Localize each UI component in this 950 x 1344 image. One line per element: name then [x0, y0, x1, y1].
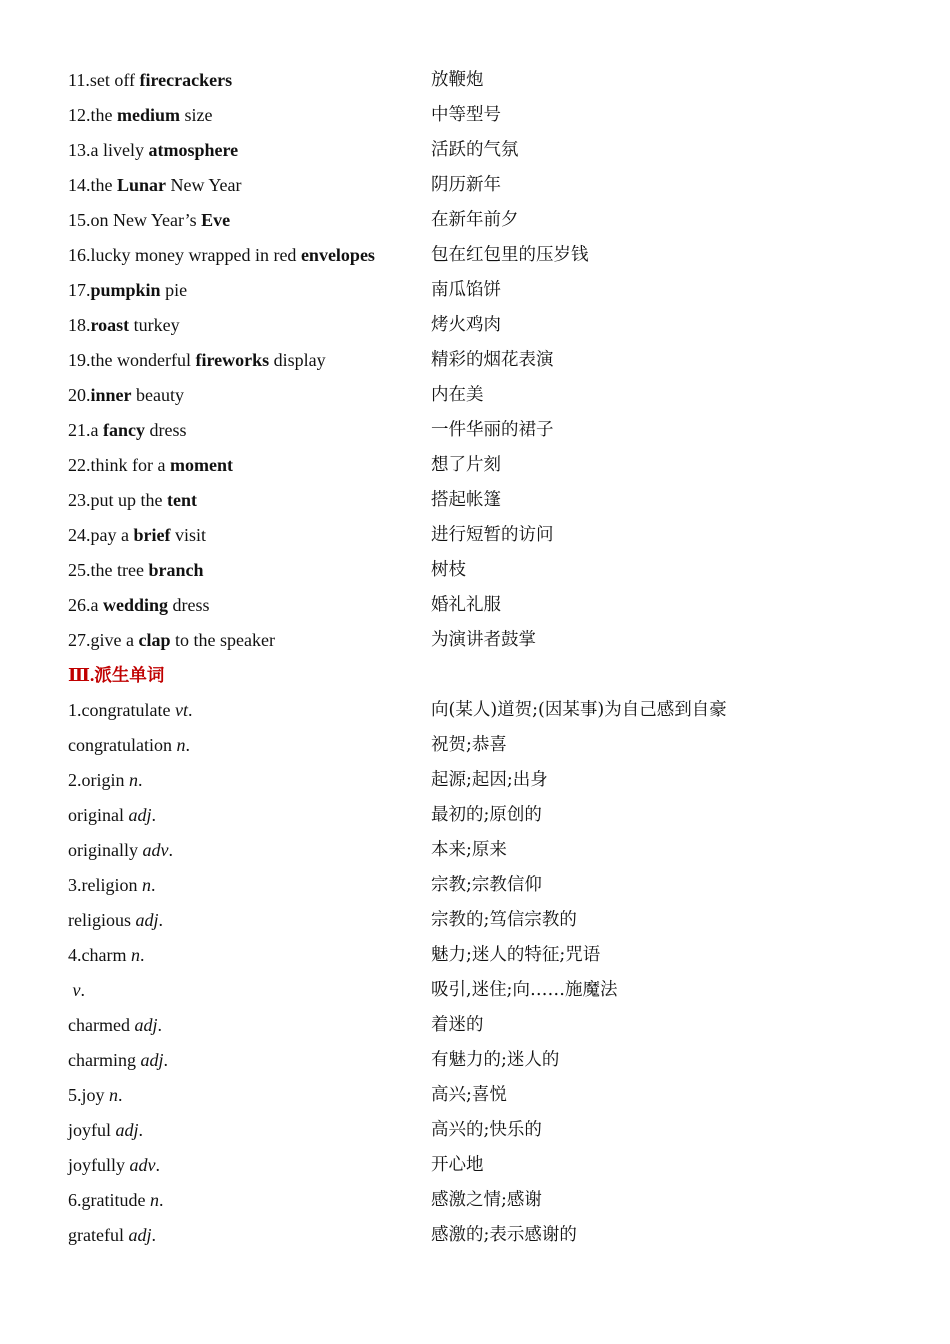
word-text: charming	[68, 1050, 141, 1070]
pos-dot: .	[158, 1190, 164, 1210]
word-chinese: 宗教的;笃信宗教的	[431, 910, 577, 930]
part-of-speech: adj	[128, 805, 152, 825]
phrase-number: 14.	[68, 175, 91, 195]
phrase-number: 24.	[68, 525, 91, 545]
phrase-keyword: tent	[167, 490, 197, 510]
phrase-keyword: pumpkin	[90, 280, 161, 300]
phrase-number: 16.	[68, 245, 91, 265]
phrase-row	[68, 98, 898, 133]
phrase-chinese: 进行短暂的访问	[431, 525, 554, 545]
word-row	[68, 938, 898, 973]
phrase-chinese: 在新年前夕	[431, 210, 519, 230]
word-english	[68, 1113, 431, 1148]
word-chinese: 魅力;迷人的特征;咒语	[431, 945, 601, 965]
phrase-text-after: New Year	[166, 175, 242, 195]
word-english	[68, 903, 431, 938]
phrase-text-before: lucky money wrapped in red	[90, 245, 301, 265]
phrase-text-before: the tree	[90, 560, 149, 580]
word-text: congratulation	[68, 735, 177, 755]
pos-dot: .	[151, 1225, 156, 1245]
word-english	[68, 833, 431, 868]
word-text: religious	[68, 910, 136, 930]
phrase-keyword: branch	[148, 560, 204, 580]
word-chinese: 起源;起因;出身	[431, 770, 548, 790]
phrase-row	[68, 238, 898, 273]
phrase-text-before: a	[90, 595, 103, 615]
phrase-keyword: fireworks	[195, 350, 270, 370]
word-english	[68, 693, 431, 728]
word-english	[68, 973, 431, 1008]
phrase-text-before: a	[90, 420, 103, 440]
phrase-row	[68, 553, 898, 588]
phrase-chinese: 婚礼礼服	[431, 595, 501, 615]
phrase-text-after: pie	[160, 280, 188, 300]
phrase-number: 15.	[68, 210, 91, 230]
phrase-english	[68, 588, 431, 623]
phrase-text-before: the	[90, 105, 117, 125]
word-chinese: 祝贺;恭喜	[431, 735, 507, 755]
vocabulary-page	[68, 63, 898, 1253]
word-text: joyful	[68, 1120, 116, 1140]
phrase-keyword: atmosphere	[148, 140, 239, 160]
phrase-text-before: give a	[90, 630, 139, 650]
word-chinese: 本来;原来	[431, 840, 507, 860]
part-of-speech: adv	[142, 840, 169, 860]
section-title: 派生单词	[94, 666, 165, 686]
word-chinese: 感激之情;感谢	[431, 1190, 542, 1210]
word-chinese: 开心地	[431, 1155, 484, 1175]
word-row	[68, 973, 898, 1008]
pos-dot: .	[139, 945, 145, 965]
pos-dot: .	[138, 1120, 144, 1140]
pos-dot: .	[163, 1050, 168, 1070]
part-of-speech: n	[149, 1190, 159, 1210]
pos-dot: .	[158, 910, 164, 930]
word-english	[68, 1078, 431, 1113]
phrase-text-after: visit	[170, 525, 206, 545]
phrase-row	[68, 588, 898, 623]
word-row	[68, 833, 898, 868]
phrase-number: 26.	[68, 595, 91, 615]
pos-dot: .	[80, 980, 85, 1000]
word-chinese: 最初的;原创的	[431, 805, 542, 825]
phrase-chinese: 包在红包里的压岁钱	[431, 245, 589, 265]
phrase-text-after: turkey	[129, 315, 180, 335]
phrase-english	[68, 63, 431, 98]
word-chinese: 吸引,迷住;向……施魔法	[431, 980, 618, 1000]
phrase-number: 23.	[68, 490, 91, 510]
phrase-keyword: inner	[90, 385, 132, 405]
phrase-chinese: 为演讲者鼓掌	[431, 630, 536, 650]
word-chinese: 向(某人)道贺;(因某事)为自己感到自豪	[431, 700, 727, 720]
phrase-keyword: Eve	[201, 210, 231, 230]
word-english	[68, 763, 431, 798]
pos-dot: .	[155, 1155, 160, 1175]
phrase-row	[68, 133, 898, 168]
word-english	[68, 868, 431, 903]
word-english	[68, 1043, 431, 1078]
word-chinese: 宗教;宗教信仰	[431, 875, 542, 895]
phrase-text-after: size	[180, 105, 213, 125]
word-chinese: 高兴的;快乐的	[431, 1120, 542, 1140]
phrase-text-after: dress	[168, 595, 210, 615]
pos-dot: .	[138, 770, 143, 790]
word-english	[68, 1008, 431, 1043]
phrase-number: 19.	[68, 350, 91, 370]
phrase-number: 27.	[68, 630, 91, 650]
phrase-row	[68, 308, 898, 343]
word-text: original	[68, 805, 129, 825]
phrase-chinese: 烤火鸡肉	[431, 315, 501, 335]
word-row	[68, 868, 898, 903]
pos-dot: .	[151, 805, 157, 825]
phrase-keyword: wedding	[103, 595, 169, 615]
phrase-english	[68, 168, 431, 203]
word-row	[68, 1008, 898, 1043]
phrase-chinese: 内在美	[431, 385, 484, 405]
word-chinese: 着迷的	[431, 1015, 484, 1035]
section-roman: Ⅲ.	[68, 665, 95, 685]
word-row	[68, 693, 898, 728]
word-row	[68, 763, 898, 798]
word-english	[68, 1148, 431, 1183]
pos-dot: .	[168, 840, 173, 860]
phrase-row	[68, 448, 898, 483]
phrase-chinese: 树枝	[431, 560, 466, 580]
word-text: originally	[68, 840, 143, 860]
word-english	[68, 1218, 431, 1253]
phrase-row	[68, 273, 898, 308]
phrase-english	[68, 133, 431, 168]
derived-word-list	[68, 693, 898, 1253]
phrase-number: 18.	[68, 315, 91, 335]
phrase-english	[68, 623, 431, 658]
phrase-keyword: firecrackers	[139, 70, 233, 90]
word-text: 1.congratulate	[68, 700, 175, 720]
phrase-keyword: brief	[133, 525, 171, 545]
phrase-chinese: 放鞭炮	[431, 70, 484, 90]
word-row	[68, 1183, 898, 1218]
pos-dot: .	[187, 700, 193, 720]
word-english	[68, 728, 431, 763]
phrase-keyword: moment	[169, 455, 233, 475]
part-of-speech: n	[109, 1085, 119, 1105]
phrase-english	[68, 553, 431, 588]
phrase-text-before: put up the	[90, 490, 167, 510]
pos-dot: .	[157, 1015, 162, 1035]
word-row	[68, 1113, 898, 1148]
phrase-keyword: medium	[117, 105, 180, 125]
phrase-row	[68, 63, 898, 98]
word-row	[68, 728, 898, 763]
word-row	[68, 903, 898, 938]
pos-dot: .	[118, 1085, 123, 1105]
phrase-number: 25.	[68, 560, 91, 580]
phrase-keyword: Lunar	[117, 175, 167, 195]
part-of-speech: adj	[135, 910, 159, 930]
phrase-text-before: think for a	[90, 455, 170, 475]
part-of-speech: vt	[174, 700, 188, 720]
part-of-speech: adv	[129, 1155, 156, 1175]
part-of-speech: adj	[115, 1120, 139, 1140]
phrase-chinese: 搭起帐篷	[431, 490, 501, 510]
phrase-keyword: fancy	[103, 420, 145, 440]
phrase-english	[68, 238, 431, 273]
section-heading	[68, 658, 898, 693]
part-of-speech: adj	[140, 1050, 164, 1070]
word-text: charmed	[68, 1015, 135, 1035]
word-chinese: 高兴;喜悦	[431, 1085, 507, 1105]
phrase-row	[68, 378, 898, 413]
phrase-english	[68, 98, 431, 133]
phrase-keyword: envelopes	[300, 245, 375, 265]
phrase-row	[68, 518, 898, 553]
phrase-number: 13.	[68, 140, 91, 160]
word-text: 5.joy	[68, 1085, 110, 1105]
part-of-speech: v	[72, 980, 81, 1000]
word-row	[68, 1148, 898, 1183]
phrase-row	[68, 413, 898, 448]
part-of-speech: n	[130, 945, 140, 965]
phrase-number: 20.	[68, 385, 91, 405]
phrase-text-before: pay a	[90, 525, 134, 545]
phrase-english	[68, 343, 431, 378]
part-of-speech: n	[129, 770, 138, 790]
phrase-row	[68, 623, 898, 658]
phrase-text-before: the	[90, 175, 117, 195]
phrase-chinese: 想了片刻	[431, 455, 501, 475]
part-of-speech: adj	[134, 1015, 158, 1035]
phrase-english	[68, 518, 431, 553]
phrase-row	[68, 343, 898, 378]
word-chinese: 感激的;表示感谢的	[431, 1225, 577, 1245]
phrase-text-before: the wonderful	[90, 350, 196, 370]
word-row	[68, 1218, 898, 1253]
word-text: 2.origin	[68, 770, 129, 790]
phrase-english	[68, 448, 431, 483]
phrase-english	[68, 413, 431, 448]
phrase-text-before: on New Year’s	[90, 210, 202, 230]
phrase-chinese: 阴历新年	[431, 175, 501, 195]
phrase-english	[68, 273, 431, 308]
phrase-keyword: clap	[138, 630, 171, 650]
part-of-speech: n	[142, 875, 151, 895]
phrase-number: 21.	[68, 420, 91, 440]
phrase-number: 12.	[68, 105, 91, 125]
phrase-english	[68, 483, 431, 518]
phrase-text-before: set off	[89, 70, 140, 90]
word-text: 6.gratitude	[68, 1190, 150, 1210]
phrase-chinese: 南瓜馅饼	[431, 280, 501, 300]
phrase-english	[68, 378, 431, 413]
phrase-number: 17.	[68, 280, 91, 300]
part-of-speech: n	[176, 735, 186, 755]
phrase-row	[68, 203, 898, 238]
phrase-row	[68, 168, 898, 203]
phrase-chinese: 活跃的气氛	[431, 140, 519, 160]
phrase-chinese: 一件华丽的裙子	[431, 420, 554, 440]
phrase-chinese: 中等型号	[431, 105, 501, 125]
phrase-keyword: roast	[90, 315, 130, 335]
word-row	[68, 1043, 898, 1078]
phrase-text-after: dress	[145, 420, 187, 440]
pos-dot: .	[151, 875, 156, 895]
word-row	[68, 1078, 898, 1113]
phrase-row	[68, 483, 898, 518]
phrase-list	[68, 63, 898, 658]
phrase-chinese: 精彩的烟花表演	[431, 350, 554, 370]
phrase-number: 22.	[68, 455, 91, 475]
phrase-english	[68, 308, 431, 343]
word-english	[68, 798, 431, 833]
word-row	[68, 798, 898, 833]
pos-dot: .	[185, 735, 190, 755]
phrase-text-after: display	[269, 350, 326, 370]
phrase-english	[68, 203, 431, 238]
word-english	[68, 1183, 431, 1218]
word-english	[68, 938, 431, 973]
phrase-text-after: to the speaker	[170, 630, 275, 650]
word-text: grateful	[68, 1225, 129, 1245]
phrase-text-after: beauty	[131, 385, 184, 405]
phrase-number: 11.	[68, 70, 90, 90]
word-text: joyfully	[68, 1155, 130, 1175]
phrase-text-before: a lively	[90, 140, 149, 160]
word-text: 4.charm	[68, 945, 131, 965]
part-of-speech: adj	[128, 1225, 152, 1245]
word-text: 3.religion	[68, 875, 142, 895]
word-chinese: 有魅力的;迷人的	[431, 1050, 560, 1070]
